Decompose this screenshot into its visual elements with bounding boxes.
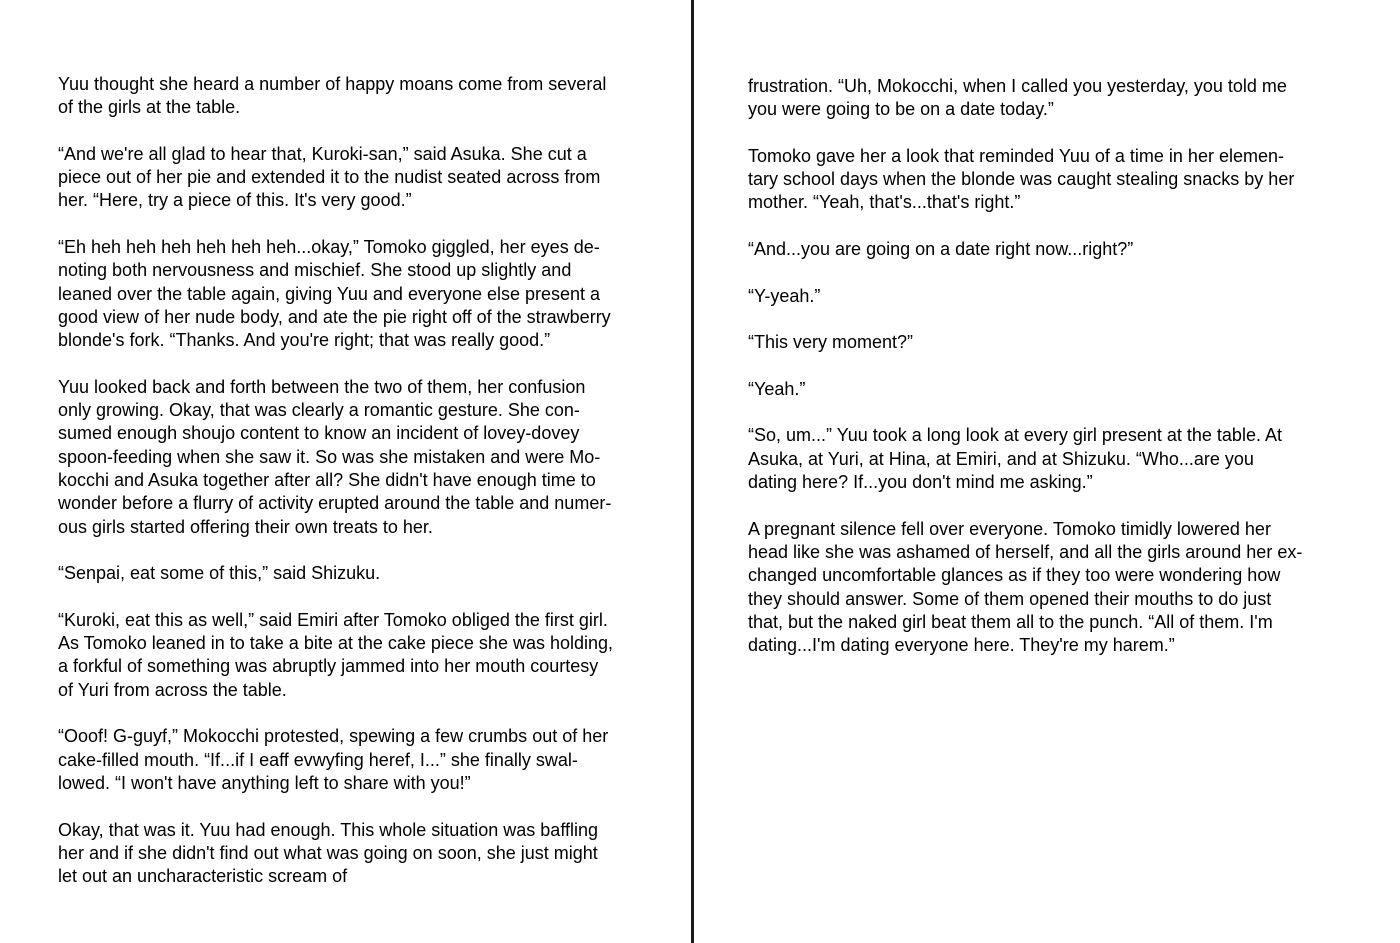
text-line: leaned over the table again, giving Yuu and everyone else present a	[58, 283, 601, 304]
paragraph-gap	[58, 702, 663, 725]
paragraph	[58, 819, 663, 889]
text-line: Asuka, at Yuri, at Hina, at Emiri, and at Shizuku. “Who...are you	[748, 448, 1254, 469]
right-page	[695, 0, 1400, 943]
paragraph	[748, 424, 1358, 494]
paragraph	[748, 145, 1358, 215]
paragraph	[58, 143, 663, 213]
paragraph	[58, 562, 663, 585]
paragraph-gap	[748, 355, 1358, 378]
text-line: “So, um...” Yuu took a long look at every girl present at the table. At	[748, 425, 1282, 446]
text-line: blonde's fork. “Thanks. And you're right; that was really good.”	[58, 330, 551, 351]
text-line: only growing. Okay, that was clearly a romantic gesture. She con-	[58, 400, 580, 421]
text-line: piece out of her pie and extended it to the nudist seated across from	[58, 167, 601, 188]
text-line: they should answer. Some of them opened their mouths to do just	[748, 588, 1272, 609]
paragraph-gap	[748, 401, 1358, 424]
paragraph	[58, 73, 663, 120]
paragraph-gap	[748, 261, 1358, 284]
paragraph	[58, 376, 663, 539]
text-line: kocchi and Asuka together after all? She didn't have enough time to	[58, 470, 596, 491]
text-line: that, but the naked girl beat them all to the punch. “All of them. I'm	[748, 611, 1273, 632]
text-line: “This very moment?”	[748, 332, 914, 353]
text-line: her. “Here, try a piece of this. It's very good.”	[58, 190, 412, 211]
text-line: of the girls at the table.	[58, 97, 241, 118]
text-line: ous girls started offering their own treats to her.	[58, 516, 433, 537]
text-line: Tomoko gave her a look that reminded Yuu of a time in her elemen-	[748, 145, 1284, 166]
text-line: sumed enough shoujo content to know an incident of lovey-dovey	[58, 423, 580, 444]
paragraph	[748, 238, 1358, 261]
text-line: head like she was ashamed of herself, and all the girls around her ex-	[748, 541, 1303, 562]
text-line: noting both nervousness and mischief. She stood up slightly and	[58, 260, 572, 281]
paragraph	[748, 518, 1358, 658]
text-line: “Kuroki, eat this as well,” said Emiri after Tomoko obliged the first girl.	[58, 609, 608, 630]
paragraph-gap	[748, 215, 1358, 238]
text-line: a forkful of something was abruptly jammed into her mouth courtesy	[58, 656, 599, 677]
paragraph-gap	[748, 122, 1358, 145]
paragraph-gap	[58, 213, 663, 236]
paragraph	[748, 75, 1358, 122]
left-page	[0, 0, 693, 943]
text-line: “Yeah.”	[748, 378, 806, 399]
text-line: you were going to be on a date today.”	[748, 99, 1054, 120]
text-line: “Ooof! G-guyf,” Mokocchi protested, spewing a few crumbs out of her	[58, 726, 609, 747]
paragraph-gap	[58, 795, 663, 818]
text-line: Yuu looked back and forth between the two of them, her confusion	[58, 376, 586, 397]
text-line: good view of her nude body, and ate the pie right off of the strawberry	[58, 306, 611, 327]
text-line: lowed. “I won't have anything left to share with you!”	[58, 772, 471, 793]
text-line: “Eh heh heh heh heh heh heh...okay,” Tomoko giggled, her eyes de-	[58, 237, 600, 258]
page-divider	[691, 0, 694, 943]
text-line: “Senpai, eat some of this,” said Shizuku.	[58, 563, 381, 584]
text-line: dating here? If...you don't mind me asking.”	[748, 472, 1093, 493]
paragraph-gap	[748, 308, 1358, 331]
text-line: her and if she didn't find out what was going on soon, she just might	[58, 842, 598, 863]
paragraph-gap	[748, 494, 1358, 517]
paragraph	[748, 285, 1358, 308]
paragraph-gap	[58, 539, 663, 562]
paragraph	[58, 236, 663, 352]
text-line: tary school days when the blonde was caught stealing snacks by her	[748, 169, 1295, 190]
text-line: Yuu thought she heard a number of happy moans come from several	[58, 74, 607, 94]
text-line: of Yuri from across the table.	[58, 679, 287, 700]
text-line: As Tomoko leaned in to take a bite at the cake piece she was holding,	[58, 633, 614, 654]
text-line: spoon-feeding when she saw it. So was she mistaken and were Mo-	[58, 446, 601, 467]
text-line: “And we're all glad to hear that, Kuroki-san,” said Asuka. She cut a	[58, 143, 587, 164]
text-line: “And...you are going on a date right now...right?”	[748, 239, 1134, 260]
paragraph	[58, 725, 663, 795]
paragraph-gap	[58, 353, 663, 376]
paragraph	[748, 331, 1358, 354]
text-line: A pregnant silence fell over everyone. Tomoko timidly lowered her	[748, 518, 1271, 539]
text-line: mother. “Yeah, that's...that's right.”	[748, 192, 1021, 213]
text-line: wonder before a flurry of activity erupted around the table and numer-	[58, 493, 612, 514]
paragraph	[58, 609, 663, 702]
text-line: dating...I'm dating everyone here. They're my harem.”	[748, 635, 1175, 656]
paragraph	[748, 378, 1358, 401]
text-line: changed uncomfortable glances as if they too were wondering how	[748, 565, 1281, 586]
text-line: let out an uncharacteristic scream of	[58, 866, 348, 887]
paragraph-gap	[58, 586, 663, 609]
paragraph-gap	[58, 120, 663, 143]
text-line: Okay, that was it. Yuu had enough. This whole situation was baffling	[58, 819, 599, 840]
text-line: cake-filled mouth. “If...if I eaff evwyfing heref, I...” she finally swal-	[58, 749, 578, 770]
text-line: “Y-yeah.”	[748, 285, 821, 306]
text-line: frustration. “Uh, Mokocchi, when I called you yesterday, you told me	[748, 76, 1287, 96]
